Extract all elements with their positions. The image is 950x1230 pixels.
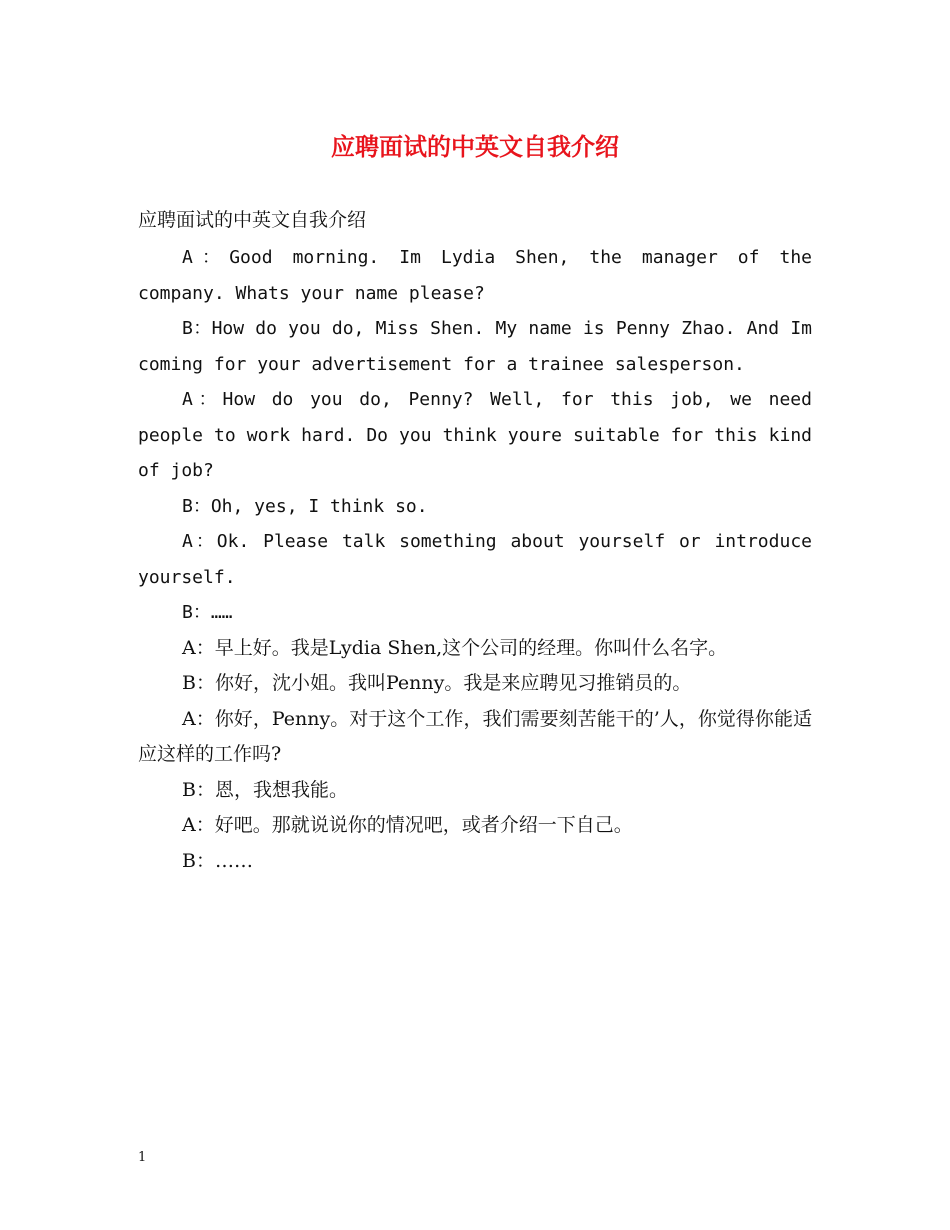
- document-subtitle: 应聘面试的中英文自我介绍: [138, 209, 367, 231]
- dialogue-paragraph: B：你好，沈小姐。我叫Penny。我是来应聘见习推销员的。: [182, 672, 692, 694]
- dialogue-paragraph: B：How do you do, Miss Shen. My name is Penny Zhao. And Im coming for your advertisement for a trainee salesperson.: [138, 318, 812, 375]
- dialogue-paragraph: A：How do you do, Penny? Well, for this job, we need people to work hard. Do you think youre suitable for this kind of job?: [138, 389, 812, 481]
- dialogue-paragraph: A：Good morning. Im Lydia Shen, the manager of the company. Whats your name please?: [138, 247, 812, 304]
- dialogue-paragraph: A：早上好。我是Lydia Shen,这个公司的经理。你叫什么名字。: [182, 636, 728, 659]
- dialogue-paragraph: B：……: [182, 849, 253, 872]
- document-body: [138, 240, 812, 879]
- dialogue-paragraph: A：你好，Penny。对于这个工作，我们需要刻苦能干的’人，你觉得你能适应这样的工作吗?: [138, 707, 812, 765]
- dialogue-paragraph: A：Ok. Please talk something about yourself or introduce yourself.: [138, 531, 812, 588]
- document-title: 应聘面试的中英文自我介绍: [331, 132, 619, 161]
- dialogue-paragraph: B：恩，我想我能。: [182, 778, 348, 801]
- dialogue-paragraph: A：好吧。那就说说你的情况吧，或者介绍一下自己。: [182, 814, 633, 836]
- dialogue-paragraph: B：……: [182, 602, 233, 623]
- dialogue-paragraph: B：Oh, yes, I think so.: [182, 495, 428, 517]
- page-number: 1: [138, 1150, 147, 1165]
